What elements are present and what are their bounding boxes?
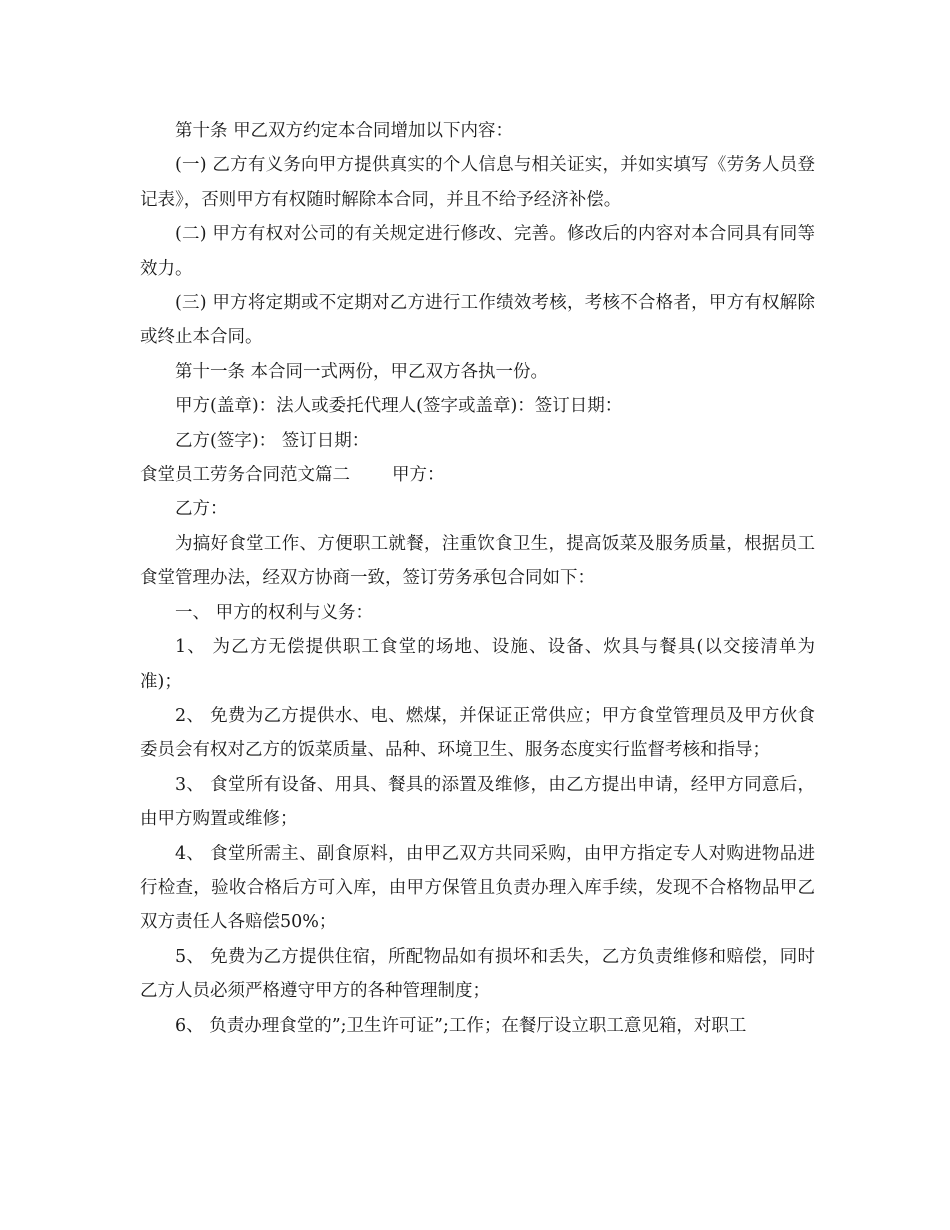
party-b-signature-line: 乙方(签字)： 签订日期： bbox=[175, 430, 370, 451]
party-a-item-5: 5、 免费为乙方提供住宿，所配物品如有损坏和丢失，乙方负责维修和赔偿，同时乙方人员必须严格遵守甲方的各种管理制度； bbox=[140, 946, 815, 1002]
party-b-label: 乙方： bbox=[175, 499, 228, 520]
article-10-clause-2: (二) 甲方有权对公司的有关规定进行修改、完善。修改后的内容对本合同具有同等效力。 bbox=[140, 224, 815, 279]
party-a-item-4: 4、 食堂所需主、副食原料，由甲乙双方共同采购，由甲方指定专人对购进物品进行检查，验收合格后方可入库，由甲方保管且负责办理入库手续，发现不合格物品甲乙双方责任人各赔偿50%； bbox=[140, 843, 815, 933]
party-a-item-1: 1、 为乙方无偿提供职工食堂的场地、设施、设备、炊具与餐具(以交接清单为准)； bbox=[140, 637, 815, 692]
party-a-item-3: 3、 食堂所有设备、用具、餐具的添置及维修，由乙方提出申请，经甲方同意后，由甲方购置或维修； bbox=[140, 774, 815, 830]
party-a-label: 甲方： bbox=[392, 465, 445, 486]
contract-preamble: 为搞好食堂工作、方便职工就餐，注重饮食卫生，提高饭菜及服务质量，根据员工食堂管理办法，经双方协商一致，签订劳务承包合同如下： bbox=[140, 533, 815, 589]
party-a-item-2: 2、 免费为乙方提供水、电、燃煤，并保证正常供应；甲方食堂管理员及甲方伙食委员会有权对乙方的饭菜质量、品种、环境卫生、服务态度实行监督考核和指导； bbox=[140, 705, 815, 761]
section-heading bbox=[140, 458, 815, 492]
section-title: 食堂员工劳务合同范文篇二 bbox=[140, 465, 350, 486]
article-10-heading: 第十条 甲乙双方约定本合同增加以下内容： bbox=[175, 121, 514, 141]
party-a-rights-heading: 一、 甲方的权利与义务： bbox=[175, 602, 374, 623]
article-10-clause-1: (一) 乙方有义务向甲方提供真实的个人信息与相关证实，并如实填写《劳务人员登记表》，否则甲方有权随时解除本合同，并且不给予经济补偿。 bbox=[140, 155, 815, 210]
document-body bbox=[140, 114, 815, 1043]
article-10-clause-3: (三) 甲方将定期或不定期对乙方进行工作绩效考核，考核不合格者，甲方有权解除或终止本合同。 bbox=[140, 293, 815, 348]
article-11: 第十一条 本合同一式两份，甲乙双方各执一份。 bbox=[175, 361, 549, 382]
party-a-signature-line: 甲方(盖章)：法人或委托代理人(签字或盖章)：签订日期： bbox=[175, 396, 623, 417]
party-a-item-6: 6、 负责办理食堂的”;卫生许可证”;工作；在餐厅设立职工意见箱，对职工 bbox=[175, 1015, 747, 1036]
